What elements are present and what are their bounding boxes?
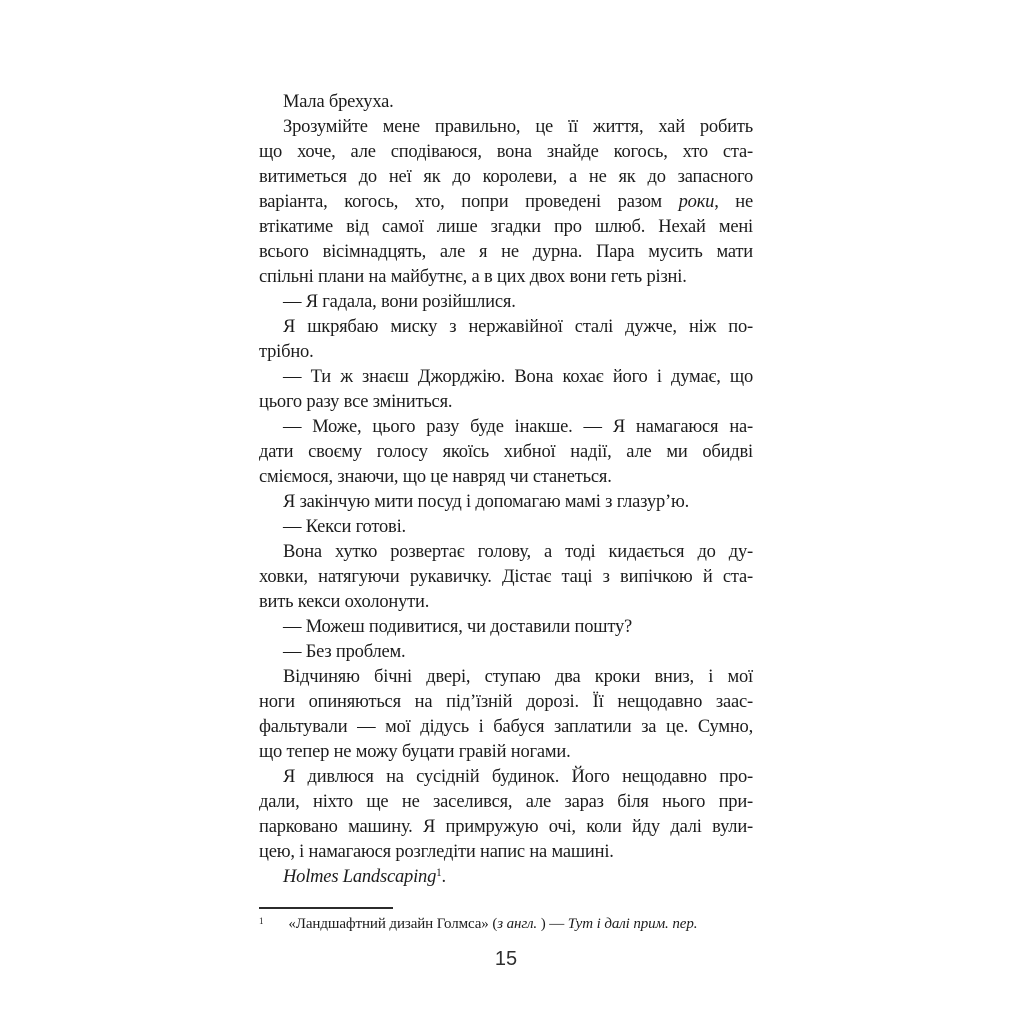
- text-line: всього вісімнадцять, але я не дурна. Пара мусить мати: [259, 242, 753, 262]
- text-line: Вона хутко розвертає голову, а тоді кидається до ду-: [283, 542, 753, 562]
- italic-text: Holmes Landscaping: [283, 867, 437, 887]
- text-line: Holmes Landscaping$^1$.: [283, 867, 446, 887]
- text-line: Я дивлюся на сусідній будинок. Його нещодавно про-: [283, 767, 753, 787]
- text-line: витиметься до неї як до королеви, а не як до запасного: [259, 167, 753, 187]
- text-line: — Я гадала, вони розійшлися.: [283, 292, 516, 312]
- text-line: — Кекси готові.: [283, 517, 406, 537]
- text-line: ноги опиняються на під’їзній дорозі. Її нещодавно заас-: [259, 692, 753, 712]
- text-line: ховки, натягуючи рукавичку. Дістає таці з випічкою й ста-: [259, 567, 753, 587]
- text-line: цею, і намагаюся розгледіти напис на машині.: [259, 842, 614, 862]
- text-line: — Без проблем.: [283, 642, 406, 662]
- text-line: Мала брехуха.: [283, 92, 394, 112]
- italic-text: роки: [678, 192, 715, 212]
- text-line: — Ти ж знаєш Джорджію. Вона кохає його і думає, що: [283, 367, 753, 387]
- text-block: [259, 90, 753, 890]
- text-line: дали, ніхто ще не заселився, але зараз біля нього при-: [259, 792, 753, 812]
- text-line: Зрозумійте мене правильно, це її життя, хай робить: [283, 117, 753, 137]
- text-line: втікатиме від самої лише згадки про шлюб. Нехай мені: [259, 217, 753, 237]
- footnote-marker: 1: [259, 915, 264, 926]
- italic-text: з англ.: [497, 916, 538, 932]
- italic-text: Тут і далі прим. пер.: [567, 916, 698, 932]
- text-line: парковано машину. Я примружую очі, коли йду далі вули-: [259, 817, 753, 837]
- footnote-text: $^1$ «Ландшафтний дизайн Голмса» (з англ. ) — Тут і далі прим. пер.: [259, 915, 698, 932]
- text-line: Я шкрябаю миску з нержавійної сталі дужче, ніж по-: [283, 317, 753, 337]
- text-line: Я закінчую мити посуд і допомагаю мамі з глазур’ю.: [283, 492, 690, 512]
- text-line: спільні плани на майбутнє, а в цих двох вони геть різні.: [259, 267, 687, 287]
- text-line: що тепер не можу буцати гравій ногами.: [259, 742, 571, 762]
- text-line: що хоче, але сподіваюся, вона знайде когось, хто ста-: [259, 142, 753, 162]
- text-line: цього разу все зміниться.: [259, 392, 453, 412]
- text-line: Відчиняю бічні двері, ступаю два кроки вниз, і мої: [283, 667, 753, 687]
- text-line: дати своєму голосу якоїсь хибної надії, але ми обидві: [259, 442, 753, 462]
- text-line: — Може, цього разу буде інакше. — Я намагаюся на-: [283, 417, 753, 437]
- text-line: — Можеш подивитися, чи доставили пошту?: [283, 617, 633, 637]
- text-line: фальтували — мої дідусь і бабуся заплатили за це. Сумно,: [259, 717, 753, 737]
- footnote-rule: [259, 907, 393, 909]
- text-line: сміємося, знаючи, що це навряд чи станеться.: [259, 467, 612, 487]
- text-line: трібно.: [259, 342, 314, 362]
- superscript-marker: 1: [436, 867, 442, 880]
- page-number: 15: [494, 948, 518, 970]
- text-line: варіанта, когось, хто, попри проведені разом роки, не: [259, 192, 754, 212]
- text-line: вить кекси охолонути.: [259, 592, 430, 612]
